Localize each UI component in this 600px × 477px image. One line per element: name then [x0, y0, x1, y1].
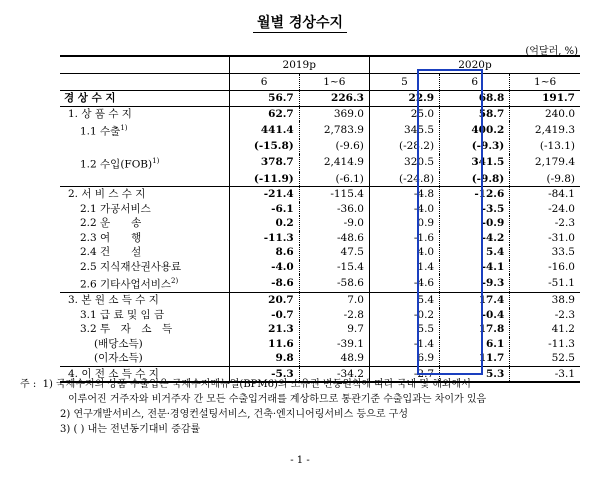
cell-value: -4.0 — [229, 260, 299, 275]
row-label — [60, 202, 229, 217]
cell-value: -0.9 — [440, 216, 510, 231]
row-label-text: 2.1 가공서비스 — [80, 202, 151, 215]
cell-value: -4.8 — [369, 187, 439, 202]
footnote-1b: 이루어진 거주자와 비거주자 간 모든 수출입거래를 계상하므로 통관기준 수출입과는 차이가 있음 — [68, 394, 487, 405]
cell-value: -2.3 — [510, 308, 580, 323]
table-row — [60, 91, 580, 107]
cell-value: -36.0 — [299, 202, 369, 217]
cell-value: 400.2 — [440, 121, 510, 139]
cell-value: -48.6 — [299, 231, 369, 246]
header-col-2019-1-6: 1~6 — [299, 74, 369, 91]
page-number: - 1 - — [290, 455, 310, 466]
cell-value: 11.7 — [440, 351, 510, 366]
row-label-text: 1. 상 품 수 지 — [68, 107, 132, 120]
cell-value: 341.5 — [440, 154, 510, 172]
row-label-text: 4. 이 전 소 득 수 지 — [68, 367, 159, 380]
cell-value: -1.4 — [369, 337, 439, 352]
cell-value: -15.4 — [299, 260, 369, 275]
cell-value: -6.1 — [229, 202, 299, 217]
table-row — [60, 154, 580, 172]
cell-value: -2.3 — [510, 216, 580, 231]
cell-value: (-28.2) — [369, 139, 439, 154]
cell-value: -4.1 — [440, 260, 510, 275]
header-corner-2 — [60, 74, 229, 91]
row-label-text: 경 상 수 지 — [64, 92, 116, 104]
cell-value: -9.0 — [299, 216, 369, 231]
cell-value: 345.5 — [369, 121, 439, 139]
cell-value: -16.0 — [510, 260, 580, 275]
table-row — [60, 274, 580, 293]
row-label — [60, 91, 229, 107]
table-row — [60, 139, 580, 154]
cell-value: 48.9 — [299, 351, 369, 366]
cell-value: 22.9 — [369, 91, 439, 107]
cell-value: 1.4 — [369, 260, 439, 275]
cell-value: 11.6 — [229, 337, 299, 352]
cell-value: 25.0 — [369, 106, 439, 121]
footnote-prefix: 주 : — [20, 379, 37, 390]
cell-value: 47.5 — [299, 245, 369, 260]
header-year-row — [60, 56, 580, 74]
cell-value: -84.1 — [510, 187, 580, 202]
header-col-2020-1-6: 1~6 — [510, 74, 580, 91]
cell-value: -31.0 — [510, 231, 580, 246]
cell-value: 2,179.4 — [510, 154, 580, 172]
cell-value: -58.6 — [299, 274, 369, 293]
cell-value: -9.3 — [440, 274, 510, 293]
row-label — [60, 106, 229, 121]
cell-value: -8.6 — [229, 274, 299, 293]
cell-value: -4.2 — [440, 231, 510, 246]
cell-value: (-9.6) — [299, 139, 369, 154]
cell-value: 441.4 — [229, 121, 299, 139]
header-period-row — [60, 74, 580, 91]
table-row — [60, 216, 580, 231]
cell-value: 0.2 — [229, 216, 299, 231]
cell-value: 226.3 — [299, 91, 369, 107]
row-label — [60, 351, 229, 366]
cell-value: (-13.1) — [510, 139, 580, 154]
row-label — [60, 139, 229, 154]
footnote-1a — [20, 377, 486, 392]
table-row — [60, 231, 580, 246]
row-label-text: 2.2 운 송 — [80, 217, 142, 229]
row-label-text: 3.2 투 자 소 득 — [80, 323, 173, 335]
footnotes — [20, 377, 486, 437]
row-label-text: 2.5 지식재산권사용료 — [80, 260, 182, 273]
cell-value: -4.0 — [369, 202, 439, 217]
cell-value: 240.0 — [510, 106, 580, 121]
row-label-text: 2.4 건 설 — [80, 246, 142, 258]
cell-value: 41.2 — [510, 322, 580, 337]
cell-value: -39.1 — [299, 337, 369, 352]
footnote-ref: 1) — [152, 156, 160, 165]
table-row — [60, 337, 580, 352]
cell-value: 9.7 — [299, 322, 369, 337]
cell-value: 9.8 — [229, 351, 299, 366]
row-label — [60, 322, 229, 337]
cell-value: 7.0 — [299, 293, 369, 308]
row-label-text: 3.1 급 료 및 임 금 — [80, 308, 165, 321]
cell-value: 5.3 — [440, 366, 510, 382]
cell-value: 17.8 — [440, 322, 510, 337]
cell-value: 2,414.9 — [299, 154, 369, 172]
cell-value: 4.0 — [369, 245, 439, 260]
cell-value: -115.4 — [299, 187, 369, 202]
cell-value: 52.5 — [510, 351, 580, 366]
cell-value: -5.3 — [229, 366, 299, 382]
table-row — [60, 245, 580, 260]
row-label — [60, 231, 229, 246]
cell-value: -2.8 — [299, 308, 369, 323]
row-label-text: 3. 본 원 소 득 수 지 — [68, 294, 159, 306]
row-label-text: 2.6 기타사업서비스 — [80, 278, 172, 291]
cell-value: (-9.8) — [510, 172, 580, 187]
footnote-ref: 2) — [171, 277, 179, 285]
cell-value: (-6.1) — [299, 172, 369, 187]
cell-value: (-11.9) — [229, 172, 299, 187]
cell-value: 5.4 — [369, 293, 439, 308]
cell-value: -51.1 — [510, 274, 580, 293]
cell-value: 0.9 — [369, 216, 439, 231]
cell-value: 20.7 — [229, 293, 299, 308]
cell-value: 378.7 — [229, 154, 299, 172]
table-row — [60, 260, 580, 275]
footnote-1a-text: 1) 국제수지의 상품 수출입은 국제수지매뉴얼(BPM6)의 소유권 변동원칙에 따라 국내 및 해외에서 — [42, 379, 471, 390]
cell-value: -3.5 — [440, 202, 510, 217]
cell-value: 6.9 — [369, 351, 439, 366]
table-row — [60, 202, 580, 217]
cell-value: -24.0 — [510, 202, 580, 217]
header-corner — [60, 56, 229, 74]
row-label-text: 2.3 여 행 — [80, 231, 142, 244]
row-label — [60, 216, 229, 231]
row-label — [60, 187, 229, 202]
header-col-2020-5: 5 — [369, 74, 439, 91]
row-label — [60, 274, 229, 293]
cell-value: (-9.8) — [440, 172, 510, 187]
row-label-text: 1.2 수입(FOB) — [80, 158, 153, 170]
table-row — [60, 308, 580, 323]
row-label — [60, 121, 229, 139]
cell-value: 369.0 — [299, 106, 369, 121]
header-year-2019: 2019p — [229, 56, 369, 74]
cell-value: -34.2 — [299, 366, 369, 382]
cell-value: -11.3 — [510, 337, 580, 352]
cell-value: 62.7 — [229, 106, 299, 121]
cell-value: -2.7 — [369, 366, 439, 382]
cell-value: 2,419.3 — [510, 121, 580, 139]
cell-value: -0.2 — [369, 308, 439, 323]
table-row — [60, 322, 580, 337]
row-label — [60, 293, 229, 308]
cell-value: 38.9 — [510, 293, 580, 308]
cell-value: 8.6 — [229, 245, 299, 260]
row-label-text: 2. 서 비 스 수 지 — [68, 188, 146, 200]
footnote-3: 3) ( ) 내는 전년동기대비 증감률 — [60, 424, 201, 435]
cell-value: -1.6 — [369, 231, 439, 246]
cell-value: (-9.3) — [440, 139, 510, 154]
cell-value: 5.5 — [369, 322, 439, 337]
cell-value: 17.4 — [440, 293, 510, 308]
header-col-2020-6: 6 — [440, 74, 510, 91]
unit-label: (억달러, %) — [525, 46, 578, 57]
page-title: 월별 경상수지 — [0, 12, 600, 32]
cell-value: (-24.8) — [369, 172, 439, 187]
cell-value: -21.4 — [229, 187, 299, 202]
cell-value: 21.3 — [229, 322, 299, 337]
table-row — [60, 293, 580, 308]
row-label — [60, 260, 229, 275]
cell-value: 58.7 — [440, 106, 510, 121]
table-row — [60, 121, 580, 139]
cell-value: -11.3 — [229, 231, 299, 246]
cell-value: 320.5 — [369, 154, 439, 172]
table-row — [60, 187, 580, 202]
cell-value: 68.8 — [440, 91, 510, 107]
footnote-ref: 1) — [120, 124, 128, 132]
current-account-table — [60, 55, 580, 383]
cell-value: -4.6 — [369, 274, 439, 293]
header-year-2020: 2020p — [369, 56, 580, 74]
cell-value: -12.6 — [440, 187, 510, 202]
cell-value: 6.1 — [440, 337, 510, 352]
cell-value: 191.7 — [510, 91, 580, 107]
header-col-2019-6: 6 — [229, 74, 299, 91]
row-label — [60, 308, 229, 323]
cell-value: 5.4 — [440, 245, 510, 260]
cell-value: 56.7 — [229, 91, 299, 107]
row-label — [60, 337, 229, 352]
row-label — [60, 172, 229, 187]
cell-value: -3.1 — [510, 366, 580, 382]
row-label-text: (이자소득) — [94, 352, 143, 364]
footnote-2: 2) 연구개발서비스, 전문·경영컨설팅서비스, 건축·엔지니어링서비스 등으로 구성 — [60, 409, 408, 420]
cell-value: -0.4 — [440, 308, 510, 323]
table-row — [60, 351, 580, 366]
row-label — [60, 245, 229, 260]
cell-value: -0.7 — [229, 308, 299, 323]
cell-value: (-15.8) — [229, 139, 299, 154]
table-row — [60, 172, 580, 187]
cell-value: 2,783.9 — [299, 121, 369, 139]
table-row — [60, 106, 580, 121]
row-label-text: 1.1 수출 — [80, 125, 121, 138]
row-label-text: (배당소득) — [94, 337, 143, 350]
cell-value: 33.5 — [510, 245, 580, 260]
row-label — [60, 154, 229, 172]
